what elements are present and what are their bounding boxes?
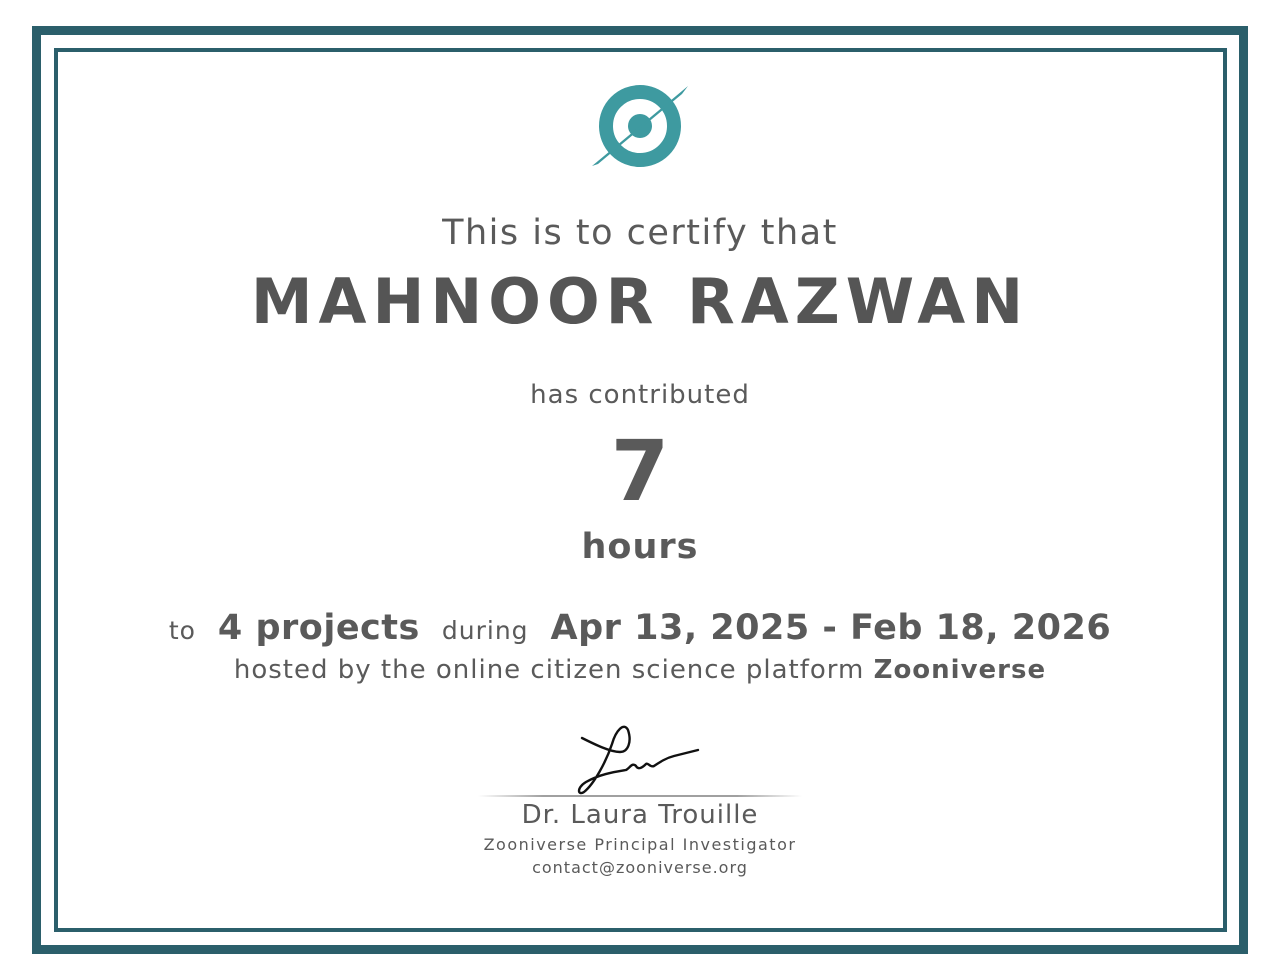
date-range: Apr 13, 2025 - Feb 18, 2026 xyxy=(550,608,1112,648)
contribution-detail xyxy=(0,608,1280,648)
signature-line xyxy=(478,795,802,797)
zooniverse-logo-icon xyxy=(588,82,692,172)
projects-count: 4 projects xyxy=(217,608,420,648)
signer-role: Zooniverse Principal Investigator xyxy=(483,835,797,854)
hosted-by-line xyxy=(0,655,1280,685)
to-label: to xyxy=(168,616,196,645)
hours-unit: hours xyxy=(581,527,699,567)
contact-email: contact@zooniverse.org xyxy=(532,858,748,877)
contributed-label: has contributed xyxy=(530,380,750,410)
recipient-name: MAHNOOR RAZWAN xyxy=(250,265,1030,338)
signer-name: Dr. Laura Trouille xyxy=(521,800,759,830)
certify-intro: This is to certify that xyxy=(442,213,838,253)
hosted-text: hosted by the online citizen science platform xyxy=(233,655,865,685)
platform-name: Zooniverse xyxy=(873,655,1047,685)
during-label: during xyxy=(441,616,529,645)
hours-value: 7 xyxy=(610,422,670,520)
handwritten-signature xyxy=(570,722,710,798)
